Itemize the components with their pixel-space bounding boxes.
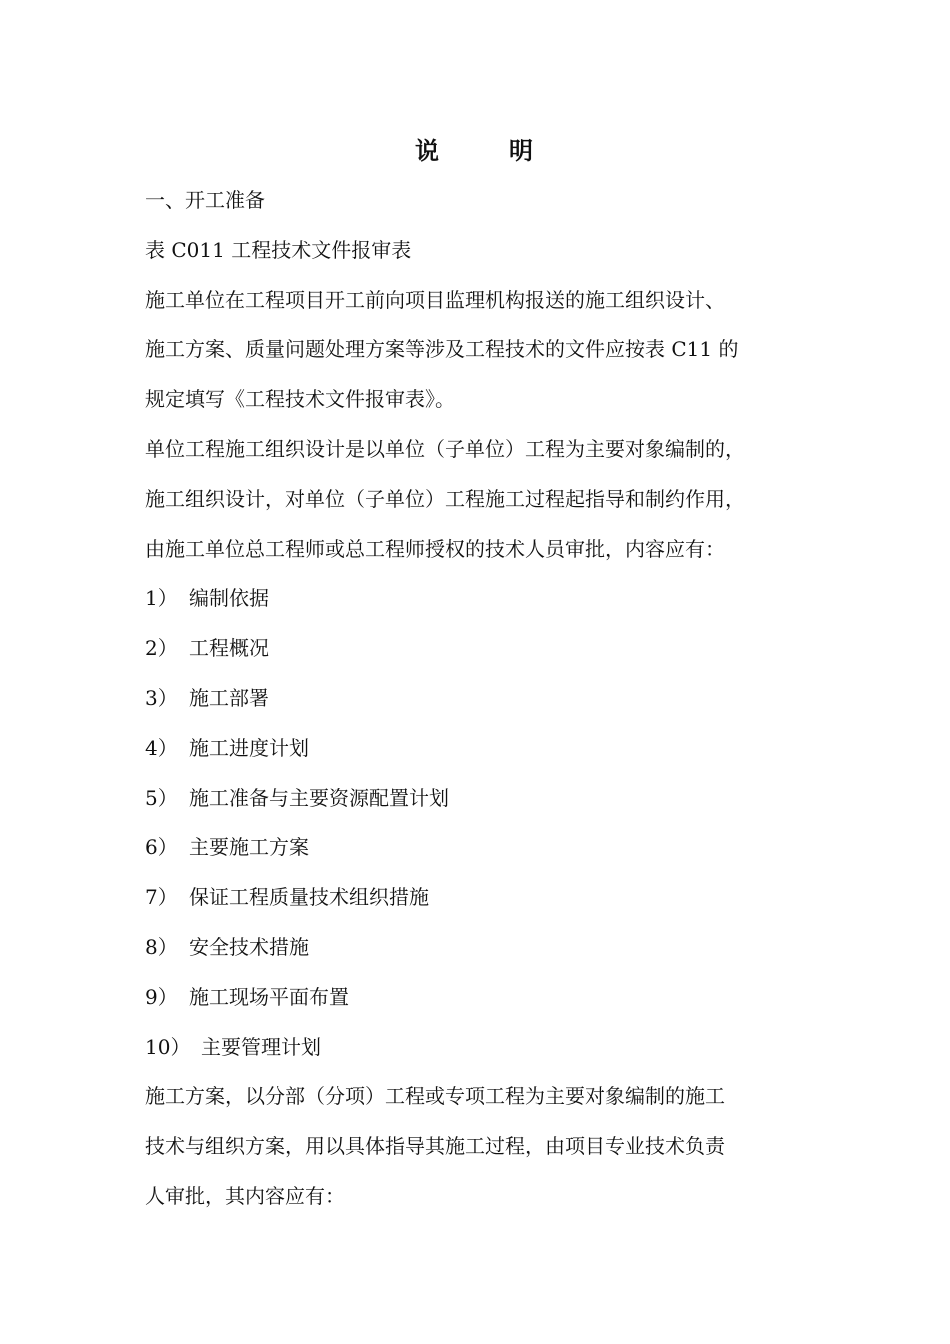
- list-item: [145, 574, 825, 624]
- list-number: 5）: [145, 785, 178, 810]
- document-body: [145, 176, 825, 1222]
- list-text: 工程概况: [189, 636, 269, 661]
- list-text: 主要施工方案: [189, 835, 309, 860]
- list-number: 6）: [145, 835, 178, 860]
- list-number: 9）: [145, 984, 178, 1009]
- list-number: 1）: [145, 586, 178, 611]
- paragraph-line: 规定填写《工程技术文件报审表》。: [145, 387, 455, 412]
- list-text: 施工部署: [189, 685, 269, 710]
- paragraph-line: 施工组织设计，对单位（子单位）工程施工过程起指导和制约作用，: [145, 486, 745, 511]
- paragraph-line: 施工方案，以分部（分项）工程或专项工程为主要对象编制的施工: [145, 1084, 725, 1109]
- list-number: 2）: [145, 636, 178, 661]
- list-number: 3）: [145, 685, 178, 710]
- list-item: [145, 923, 825, 973]
- list-text: 主要管理计划: [201, 1034, 321, 1059]
- paragraph-line: 施工方案、质量问题处理方案等涉及工程技术的文件应按表 C11 的: [145, 337, 739, 362]
- list-item: [145, 724, 825, 774]
- title-char-right: 明: [509, 136, 535, 165]
- list-item: [145, 624, 825, 674]
- list-item: [145, 873, 825, 923]
- paragraph-line: 单位工程施工组织设计是以单位（子单位）工程为主要对象编制的，: [145, 436, 745, 461]
- list-item: [145, 774, 825, 824]
- list-text: 施工进度计划: [189, 735, 309, 760]
- list-text: 保证工程质量技术组织措施: [189, 885, 429, 910]
- list-item: [145, 1023, 825, 1073]
- section-heading: 一、开工准备: [145, 188, 265, 212]
- list-number: 7）: [145, 885, 178, 910]
- list-text: 编制依据: [189, 586, 269, 611]
- list-number: 8）: [145, 934, 178, 959]
- paragraph-line: 施工单位在工程项目开工前向项目监理机构报送的施工组织设计、: [145, 287, 725, 312]
- list-item: [145, 823, 825, 873]
- list-text: 施工准备与主要资源配置计划: [189, 785, 449, 810]
- list-item: [145, 674, 825, 724]
- list-number: 10）: [145, 1034, 191, 1059]
- table-reference: 表 C011 工程技术文件报审表: [145, 237, 412, 262]
- paragraph-line: 由施工单位总工程师或总工程师授权的技术人员审批，内容应有：: [145, 536, 725, 561]
- title-char-left: 说: [415, 136, 441, 165]
- list-number: 4）: [145, 735, 178, 760]
- list-text: 施工现场平面布置: [189, 984, 349, 1009]
- paragraph-line: 技术与组织方案，用以具体指导其施工过程，由项目专业技术负责: [145, 1134, 725, 1159]
- paragraph-line: 人审批，其内容应有：: [145, 1183, 345, 1208]
- list-item: [145, 973, 825, 1023]
- list-text: 安全技术措施: [189, 934, 309, 959]
- page-title: [0, 132, 950, 170]
